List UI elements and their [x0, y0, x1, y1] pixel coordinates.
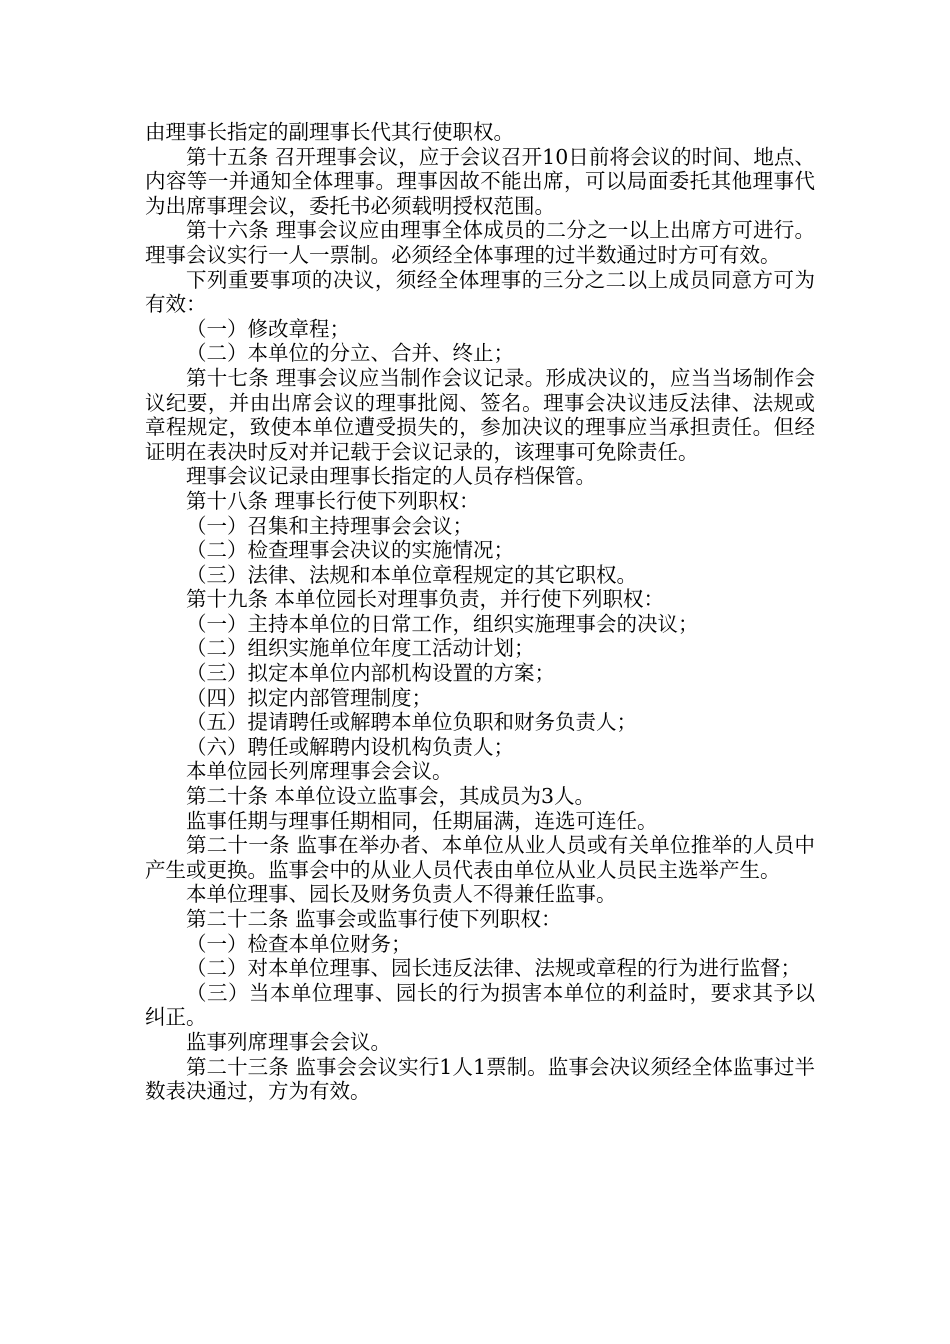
list-item: （三）拟定本单位内部机构设置的方案；	[186, 661, 555, 686]
list-item: （二）对本单位理事、园长违反法律、法规或章程的行为进行监督；	[186, 956, 801, 981]
article-19: 第十九条 本单位园长对理事负责，并行使下列职权：	[186, 587, 665, 612]
list-item: （五）提请聘任或解聘本单位负职和财务负责人；	[186, 710, 637, 735]
paragraph-continuation: 由理事长指定的副理事长代其行使职权。	[145, 120, 514, 144]
list-item: （三）法律、法规和本单位章程规定的其它职权。	[186, 562, 637, 587]
list-item: （一）检查本单位财务；	[186, 931, 412, 956]
article-16: 第十六条 理事会议应由理事全体成员的二分之一以上出席方可进行。理事会议实行一人一票制。必须经全体事理的过半数通过时方可有效。	[145, 218, 815, 267]
article-22: 第二十二条 监事会或监事行使下列职权：	[186, 907, 562, 931]
article-21: 第二十一条 监事在举办者、本单位从业人员或有关单位推举的人员中产生或更换。监事会中的从业人员代表由单位从业人员民主选举产生。	[145, 833, 815, 882]
list-item: （一）修改章程；	[186, 316, 350, 341]
article-18: 第十八条 理事长行使下列职权：	[186, 488, 480, 513]
paragraph-supervisor-term: 监事任期与理事任期相同，任期届满，连选可连任。	[186, 808, 658, 833]
list-item: （二）组织实施单位年度工活动计划；	[186, 636, 535, 661]
list-item: （三）当本单位理事、园长的行为损害本单位的利益时，要求其予以纠正。	[145, 980, 815, 1030]
paragraph-no-concurrent: 本单位理事、园长及财务负责人不得兼任监事。	[186, 882, 617, 907]
paragraph-director-attends: 本单位园长列席理事会会议。	[186, 759, 453, 784]
list-item: （二）检查理事会决议的实施情况；	[186, 538, 514, 563]
list-item: （六）聘任或解聘内设机构负责人；	[186, 734, 514, 759]
list-item: （二）本单位的分立、合并、终止；	[186, 341, 514, 366]
article-15: 第十五条 召开理事会议，应于会议召开10日前将会议的时间、地点、内容等一并通知全体理事。理事因故不能出席，可以局面委托其他理事代为出席事理会议，委托书必须载明授权范围。	[145, 144, 815, 218]
paragraph-important-matters: 下列重要事项的决议，须经全体理事的三分之二以上成员同意方可为有效：	[145, 267, 815, 317]
article-20: 第二十条 本单位设立监事会，其成员为3人。	[186, 784, 596, 809]
article-23: 第二十三条 监事会会议实行1人1票制。监事会决议须经全体监事过半数表决通过，方为有效。	[145, 1054, 815, 1104]
paragraph-records: 理事会议记录由理事长指定的人员存档保管。	[186, 464, 596, 489]
article-17: 第十七条 理事会议应当制作会议记录。形成决议的，应当当场制作会议纪要，并由出席会议的理事批阅、签名。理事会决议违反法律、法规或章程规定，致使本单位遭受损失的，参加决议的理事应当承担责任。但经证明在表决时反对并记载于会议记录的，该理事可免除责任。	[145, 365, 815, 464]
list-item: （一）召集和主持理事会会议；	[186, 513, 473, 538]
paragraph-supervisors-attend: 监事列席理事会会议。	[186, 1029, 391, 1054]
list-item: （四）拟定内部管理制度；	[186, 685, 432, 710]
list-item: （一）主持本单位的日常工作，组织实施理事会的决议；	[186, 611, 699, 636]
document-body	[145, 120, 815, 1104]
